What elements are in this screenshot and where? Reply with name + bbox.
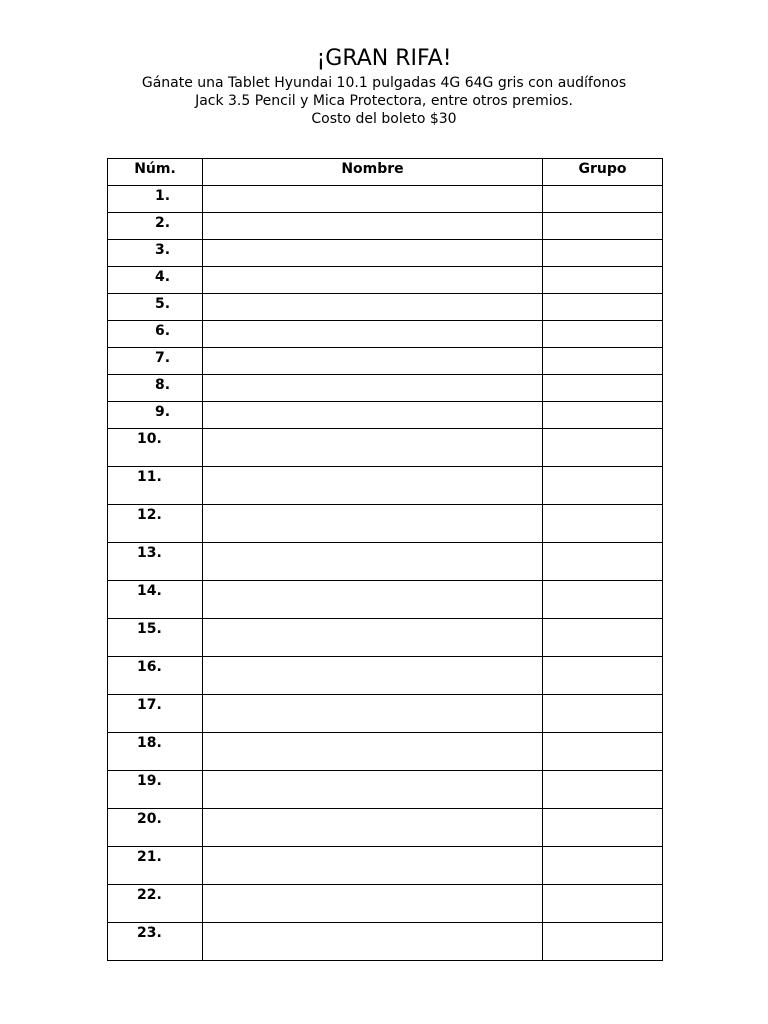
table-row — [108, 429, 663, 467]
row-number-cell: 13. — [108, 543, 203, 581]
group-cell — [543, 505, 663, 543]
name-cell — [203, 619, 543, 657]
table-row — [108, 348, 663, 375]
row-number-cell: 5. — [108, 294, 203, 321]
table-row — [108, 885, 663, 923]
group-cell — [543, 581, 663, 619]
name-cell — [203, 847, 543, 885]
name-cell — [203, 186, 543, 213]
table-row — [108, 375, 663, 402]
name-cell — [203, 771, 543, 809]
table-row — [108, 505, 663, 543]
table-row — [108, 619, 663, 657]
table-row — [108, 213, 663, 240]
table-row — [108, 267, 663, 294]
group-cell — [543, 375, 663, 402]
row-number-cell: 4. — [108, 267, 203, 294]
column-header-nombre: Nombre — [203, 159, 543, 186]
table-row — [108, 695, 663, 733]
group-cell — [543, 240, 663, 267]
group-cell — [543, 695, 663, 733]
table-row — [108, 402, 663, 429]
table-row — [108, 847, 663, 885]
row-number-cell: 21. — [108, 847, 203, 885]
row-number-cell: 15. — [108, 619, 203, 657]
name-cell — [203, 543, 543, 581]
row-number-cell: 6. — [108, 321, 203, 348]
name-cell — [203, 923, 543, 961]
group-cell — [543, 467, 663, 505]
group-cell — [543, 429, 663, 467]
name-cell — [203, 657, 543, 695]
group-cell — [543, 885, 663, 923]
row-number-cell: 23. — [108, 923, 203, 961]
table-row — [108, 240, 663, 267]
name-cell — [203, 733, 543, 771]
table-row — [108, 543, 663, 581]
name-cell — [203, 809, 543, 847]
description-line-2: Jack 3.5 Pencil y Mica Protectora, entre otros premios. — [195, 93, 573, 109]
column-header-grupo: Grupo — [543, 159, 663, 186]
group-cell — [543, 267, 663, 294]
table-row — [108, 923, 663, 961]
group-cell — [543, 657, 663, 695]
table-row — [108, 294, 663, 321]
row-number-cell: 2. — [108, 213, 203, 240]
group-cell — [543, 733, 663, 771]
row-number-cell: 18. — [108, 733, 203, 771]
name-cell — [203, 402, 543, 429]
table-row — [108, 581, 663, 619]
row-number-cell: 16. — [108, 657, 203, 695]
name-cell — [203, 348, 543, 375]
group-cell — [543, 923, 663, 961]
table-header-row — [108, 159, 663, 186]
name-cell — [203, 467, 543, 505]
group-cell — [543, 771, 663, 809]
name-cell — [203, 321, 543, 348]
table-row — [108, 809, 663, 847]
row-number-cell: 1. — [108, 186, 203, 213]
name-cell — [203, 695, 543, 733]
group-cell — [543, 294, 663, 321]
row-number-cell: 12. — [108, 505, 203, 543]
row-number-cell: 17. — [108, 695, 203, 733]
table-row — [108, 321, 663, 348]
table-row — [108, 467, 663, 505]
group-cell — [543, 543, 663, 581]
ticket-cost: Costo del boleto $30 — [311, 111, 457, 127]
name-cell — [203, 429, 543, 467]
group-cell — [543, 402, 663, 429]
raffle-table — [107, 158, 663, 961]
row-number-cell: 10. — [108, 429, 203, 467]
group-cell — [543, 847, 663, 885]
group-cell — [543, 809, 663, 847]
name-cell — [203, 294, 543, 321]
row-number-cell: 22. — [108, 885, 203, 923]
name-cell — [203, 581, 543, 619]
table-row — [108, 771, 663, 809]
row-number-cell: 7. — [108, 348, 203, 375]
row-number-cell: 8. — [108, 375, 203, 402]
group-cell — [543, 321, 663, 348]
table-row — [108, 186, 663, 213]
group-cell — [543, 348, 663, 375]
row-number-cell: 11. — [108, 467, 203, 505]
name-cell — [203, 213, 543, 240]
column-header-num: Núm. — [108, 159, 203, 186]
name-cell — [203, 267, 543, 294]
group-cell — [543, 619, 663, 657]
description-line-1: Gánate una Tablet Hyundai 10.1 pulgadas 4G 64G gris con audífonos — [141, 75, 627, 91]
group-cell — [543, 213, 663, 240]
row-number-cell: 3. — [108, 240, 203, 267]
table-row — [108, 657, 663, 695]
row-number-cell: 9. — [108, 402, 203, 429]
name-cell — [203, 375, 543, 402]
name-cell — [203, 505, 543, 543]
row-number-cell: 14. — [108, 581, 203, 619]
row-number-cell: 19. — [108, 771, 203, 809]
name-cell — [203, 240, 543, 267]
row-number-cell: 20. — [108, 809, 203, 847]
page-title: ¡GRAN RIFA! — [316, 46, 452, 71]
document-header — [0, 44, 768, 128]
name-cell — [203, 885, 543, 923]
table-row — [108, 733, 663, 771]
group-cell — [543, 186, 663, 213]
